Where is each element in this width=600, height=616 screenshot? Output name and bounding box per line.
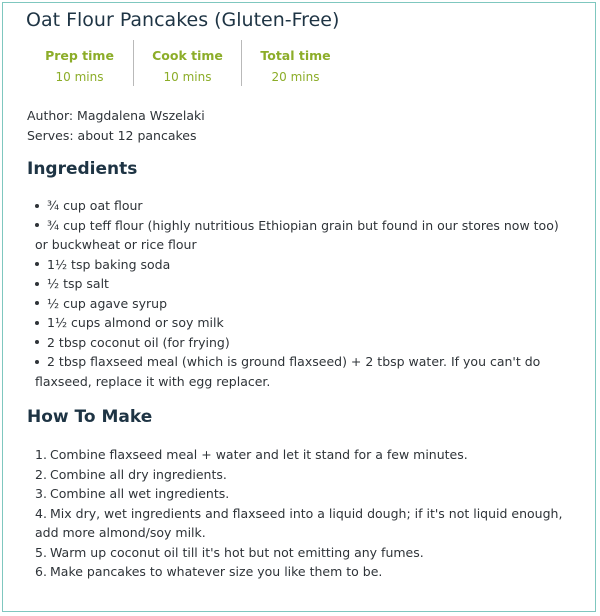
total-time — [241, 40, 349, 86]
recipe-author: Author: Magdalena Wszelaki — [27, 108, 205, 123]
prep-time-value: 10 mins — [55, 70, 104, 84]
total-time-label: Total time — [260, 48, 331, 63]
prep-time-label: Prep time — [45, 48, 114, 63]
ingredient-item: ½ cup agave syrup — [27, 294, 575, 314]
bullet-icon — [35, 360, 39, 364]
step-item: 2. Combine all dry ingredients. — [35, 466, 227, 482]
ingredient-item: ½ tsp salt — [27, 274, 575, 294]
bullet-icon — [35, 301, 39, 305]
ingredients-heading: Ingredients — [27, 159, 138, 179]
ingredient-item: ¾ cup teff flour (highly nutritious Ethiopian grain but found in our stores now too) or buckwheat or rice flour — [35, 217, 559, 252]
bullet-icon — [35, 262, 39, 266]
steps-list — [27, 445, 575, 582]
cook-time-label: Cook time — [152, 48, 223, 63]
ingredient-item: 2 tbsp coconut oil (for frying) — [27, 333, 575, 353]
step-item: 4. Mix dry, wet ingredients and flaxseed into a liquid dough; if it's not liquid enough, add more almond/soy milk. — [35, 505, 563, 540]
bullet-icon — [35, 204, 39, 208]
ingredients-list — [27, 196, 575, 391]
recipe-meta — [27, 106, 205, 146]
bullet-icon — [35, 223, 39, 227]
step-item: 5. Warm up coconut oil till it's hot but not emitting any fumes. — [35, 544, 424, 560]
cook-time-value: 10 mins — [163, 70, 212, 84]
bullet-icon — [35, 282, 39, 286]
bullet-icon — [35, 321, 39, 325]
recipe-title: Oat Flour Pancakes (Gluten-Free) — [26, 9, 340, 31]
ingredient-item: 2 tbsp flaxseed meal (which is ground flaxseed) + 2 tbsp water. If you can't do flaxseed, replace it with egg replacer. — [35, 354, 541, 389]
recipe-serves: Serves: about 12 pancakes — [27, 128, 197, 143]
step-item: 3. Combine all wet ingredients. — [35, 486, 230, 501]
total-time-value: 20 mins — [271, 70, 320, 84]
cook-time — [133, 40, 241, 86]
howto-heading: How To Make — [27, 407, 153, 427]
prep-time — [26, 40, 133, 86]
ingredient-item: 1½ tsp baking soda — [27, 255, 575, 275]
bullet-icon — [35, 340, 39, 344]
step-item: 1. Combine flaxseed meal + water and let it stand for a few minutes. — [35, 447, 468, 462]
recipe-times — [26, 40, 349, 86]
step-item: 6. Make pancakes to whatever size you like them to be. — [35, 564, 383, 579]
ingredient-item: 1½ cups almond or soy milk — [27, 313, 575, 333]
ingredient-item: ¾ cup oat flour — [27, 196, 575, 216]
